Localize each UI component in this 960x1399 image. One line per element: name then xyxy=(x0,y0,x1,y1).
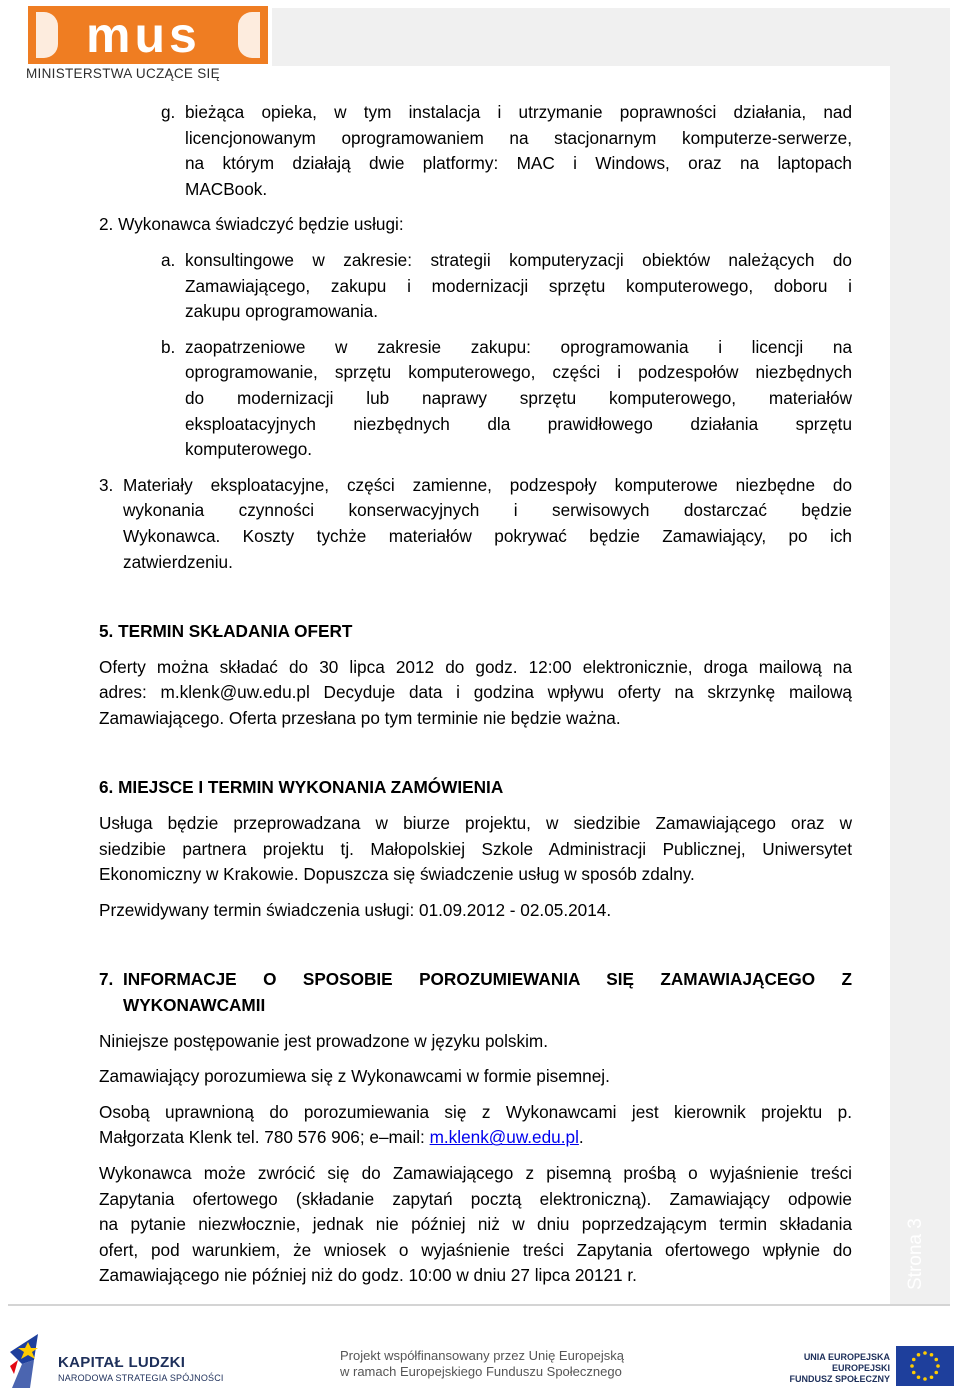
list-item-b xyxy=(161,335,852,463)
text-line: Wykonawca. Koszty tychże materiałów pokrywać będzie Zamawiający, po ich xyxy=(123,525,852,546)
text-line: na którym działają dwie platformy: MAC i Windows, oraz na laptopach xyxy=(185,153,852,174)
kapital-ludzki-logo-icon xyxy=(8,1330,48,1390)
logo-subtitle: MINISTERSTWA UCZĄCE SIĘ xyxy=(26,66,220,81)
logo-face-left-icon xyxy=(36,12,58,58)
eu-label-line: FUNDUSZ SPOŁECZNY xyxy=(789,1374,890,1384)
list-marker: 2. xyxy=(99,214,114,235)
eu-star-icon xyxy=(934,1371,938,1375)
section-7-p1: Niniejsze postępowanie jest prowadzone w języku polskim. xyxy=(99,1030,549,1051)
mus-logo xyxy=(28,6,268,64)
kapital-ludzki-title: KAPITAŁ LUDZKI xyxy=(58,1354,186,1371)
eu-star-icon xyxy=(923,1377,927,1381)
text-line: na pytanie niezwłocznie, jednak nie później niż w dniu poprzedzającym termin składania xyxy=(99,1214,852,1235)
section-5-paragraph xyxy=(99,655,852,732)
logo-mark: mus xyxy=(86,7,201,63)
section-6-paragraph xyxy=(99,811,852,888)
eu-star-icon xyxy=(930,1375,934,1379)
page-number: Strona 3 xyxy=(905,1218,926,1290)
section-heading-6: 6. MIEJSCE I TERMIN WYKONANIA ZAMÓWIENIA xyxy=(99,777,504,798)
heading-line: INFORMACJE O SPOSOBIE POROZUMIEWANIA SIĘ ZAMAWIAJĄCEGO Z xyxy=(123,969,852,990)
eu-star-icon xyxy=(923,1351,927,1355)
section-heading-7 xyxy=(99,967,852,1018)
text-line: licencjonowanym oprogramowaniem na stacjonarnym komputerze-serwerze, xyxy=(185,127,852,148)
text-line: ofert, pod warunkiem, że wniosek o wyjaśnienie treści Zapytania ofertowego wpłynie do xyxy=(99,1239,852,1260)
list-marker: a. xyxy=(161,249,176,270)
logo-face-right-icon xyxy=(238,12,260,58)
eu-label-line: EUROPEJSKI xyxy=(831,1363,890,1373)
text-line: eksploatacyjnych niezbędnych dla prawidłowego działania sprzętu xyxy=(185,413,852,434)
text-line: siedzibie partnera projektu tj. Małopolskiej Szkole Administracji Publicznej, Uniwersytet xyxy=(99,838,852,859)
eu-label-line: UNIA EUROPEJSKA xyxy=(803,1352,890,1362)
text-fragment: Małgorzata Klenk tel. 780 576 906; e–mail: xyxy=(99,1127,430,1148)
heading-line: WYKONAWCAMII xyxy=(123,995,266,1016)
text-line: MACBook. xyxy=(185,178,268,199)
text-fragment: . xyxy=(578,1127,584,1148)
cofinancing-note-line2: w ramach Europejskiego Funduszu Społecznego xyxy=(340,1364,622,1379)
section-6-term: Przewidywany termin świadczenia usługi: 01.09.2012 - 02.05.2014. xyxy=(99,899,612,920)
kapital-ludzki-subtitle: NARODOWA STRATEGIA SPÓJNOŚCI xyxy=(58,1373,224,1383)
side-band xyxy=(890,66,950,1306)
list-marker: 3. xyxy=(99,474,114,495)
text-line: adres: m.klenk@uw.edu.pl Decyduje data i godzina wpływu oferty na skrzynkę mailową xyxy=(99,682,852,703)
text-line: wykonania czynności konserwacyjnych i serwisowych dostarczać będzie xyxy=(123,500,852,521)
section-7-p2: Zamawiający porozumiewa się z Wykonawcami w formie pisemnej. xyxy=(99,1066,610,1087)
list-item-2 xyxy=(99,212,852,238)
text-line: Wykonawca świadczyć będzie usługi: xyxy=(118,214,404,235)
text-line: zaopatrzeniowe w zakresie zakupu: oprogramowania i licencji na xyxy=(185,336,852,357)
eu-star-icon xyxy=(930,1353,934,1357)
text-line: Zamawiającego nie później niż do godz. 10:00 w dniu 27 lipca 20121 r. xyxy=(99,1265,637,1286)
eu-star-icon xyxy=(912,1358,916,1362)
text-line: komputerowego. xyxy=(185,439,313,460)
list-item-a xyxy=(161,248,852,325)
list-marker: g. xyxy=(161,102,176,122)
text-line: Osobą uprawnioną do porozumiewania się z Wykonawcami jest kierownik projektu p. xyxy=(99,1101,852,1122)
eu-star-icon xyxy=(910,1364,914,1368)
text-line: bieżąca opieka, w tym instalacja i utrzymanie poprawności działania, nad xyxy=(185,102,852,122)
contact-email-link[interactable]: m.klenk@uw.edu.pl xyxy=(429,1127,579,1148)
section-heading-5: 5. TERMIN SKŁADANIA OFERT xyxy=(99,621,353,642)
text-line: konsultingowe w zakresie: strategii komputeryzacji obiektów należących do xyxy=(185,249,852,270)
eu-star-icon xyxy=(917,1353,921,1357)
eu-fund-label xyxy=(780,1352,890,1385)
list-item-3 xyxy=(99,473,852,575)
eu-star-icon xyxy=(934,1358,938,1362)
eu-star-icon xyxy=(917,1375,921,1379)
section-7-p4 xyxy=(99,1161,852,1289)
text-line: Oferty można składać do 30 lipca 2012 do godz. 12:00 elektronicznie, droga mailową na xyxy=(99,656,852,677)
text-line: Usługa będzie przeprowadzana w biurze projektu, w siedzibie Zamawiającego oraz w xyxy=(99,813,852,834)
text-line: Zamawiającego, zakupu i modernizacji sprzętu komputerowego, doboru i xyxy=(185,275,852,296)
eu-flag-icon xyxy=(896,1346,954,1386)
section-7-p3 xyxy=(99,1100,852,1151)
cofinancing-note-line1: Projekt współfinansowany przez Unię Europejską xyxy=(340,1348,624,1363)
text-line: zakupu oprogramowania. xyxy=(185,301,378,322)
text-line: zatwierdzeniu. xyxy=(123,551,233,572)
text-line: Zapytania ofertowego (składanie zapytań pocztą elektroniczną). Zamawiający odpowie xyxy=(99,1188,852,1209)
text-line: Materiały eksploatacyjne, części zamienne, podzespoły komputerowe niezbędne do xyxy=(123,474,852,495)
list-item-g xyxy=(161,100,852,202)
footer-divider xyxy=(8,1304,950,1306)
text-line: Wykonawca może zwrócić się do Zamawiającego z pisemną prośbą o wyjaśnienie treści xyxy=(99,1163,852,1183)
text-line: Zamawiającego. Oferta przesłana po tym terminie nie będzie ważna. xyxy=(99,707,621,728)
list-marker: b. xyxy=(161,336,176,357)
text-line: do modernizacji lub naprawy sprzętu komputerowego, materiałów xyxy=(185,387,852,408)
header-band xyxy=(272,8,950,66)
text-line: oprogramowanie, sprzętu komputerowego, części i podzespołów niezbędnych xyxy=(185,362,852,383)
text-line xyxy=(99,1125,852,1151)
text-line: Ekonomiczny w Krakowie. Dopuszcza się świadczenie usług w sposób zdalny. xyxy=(99,864,695,885)
heading-number: 7. xyxy=(99,969,114,990)
eu-star-icon xyxy=(936,1364,940,1368)
document-body xyxy=(99,100,852,1289)
eu-star-icon xyxy=(912,1371,916,1375)
